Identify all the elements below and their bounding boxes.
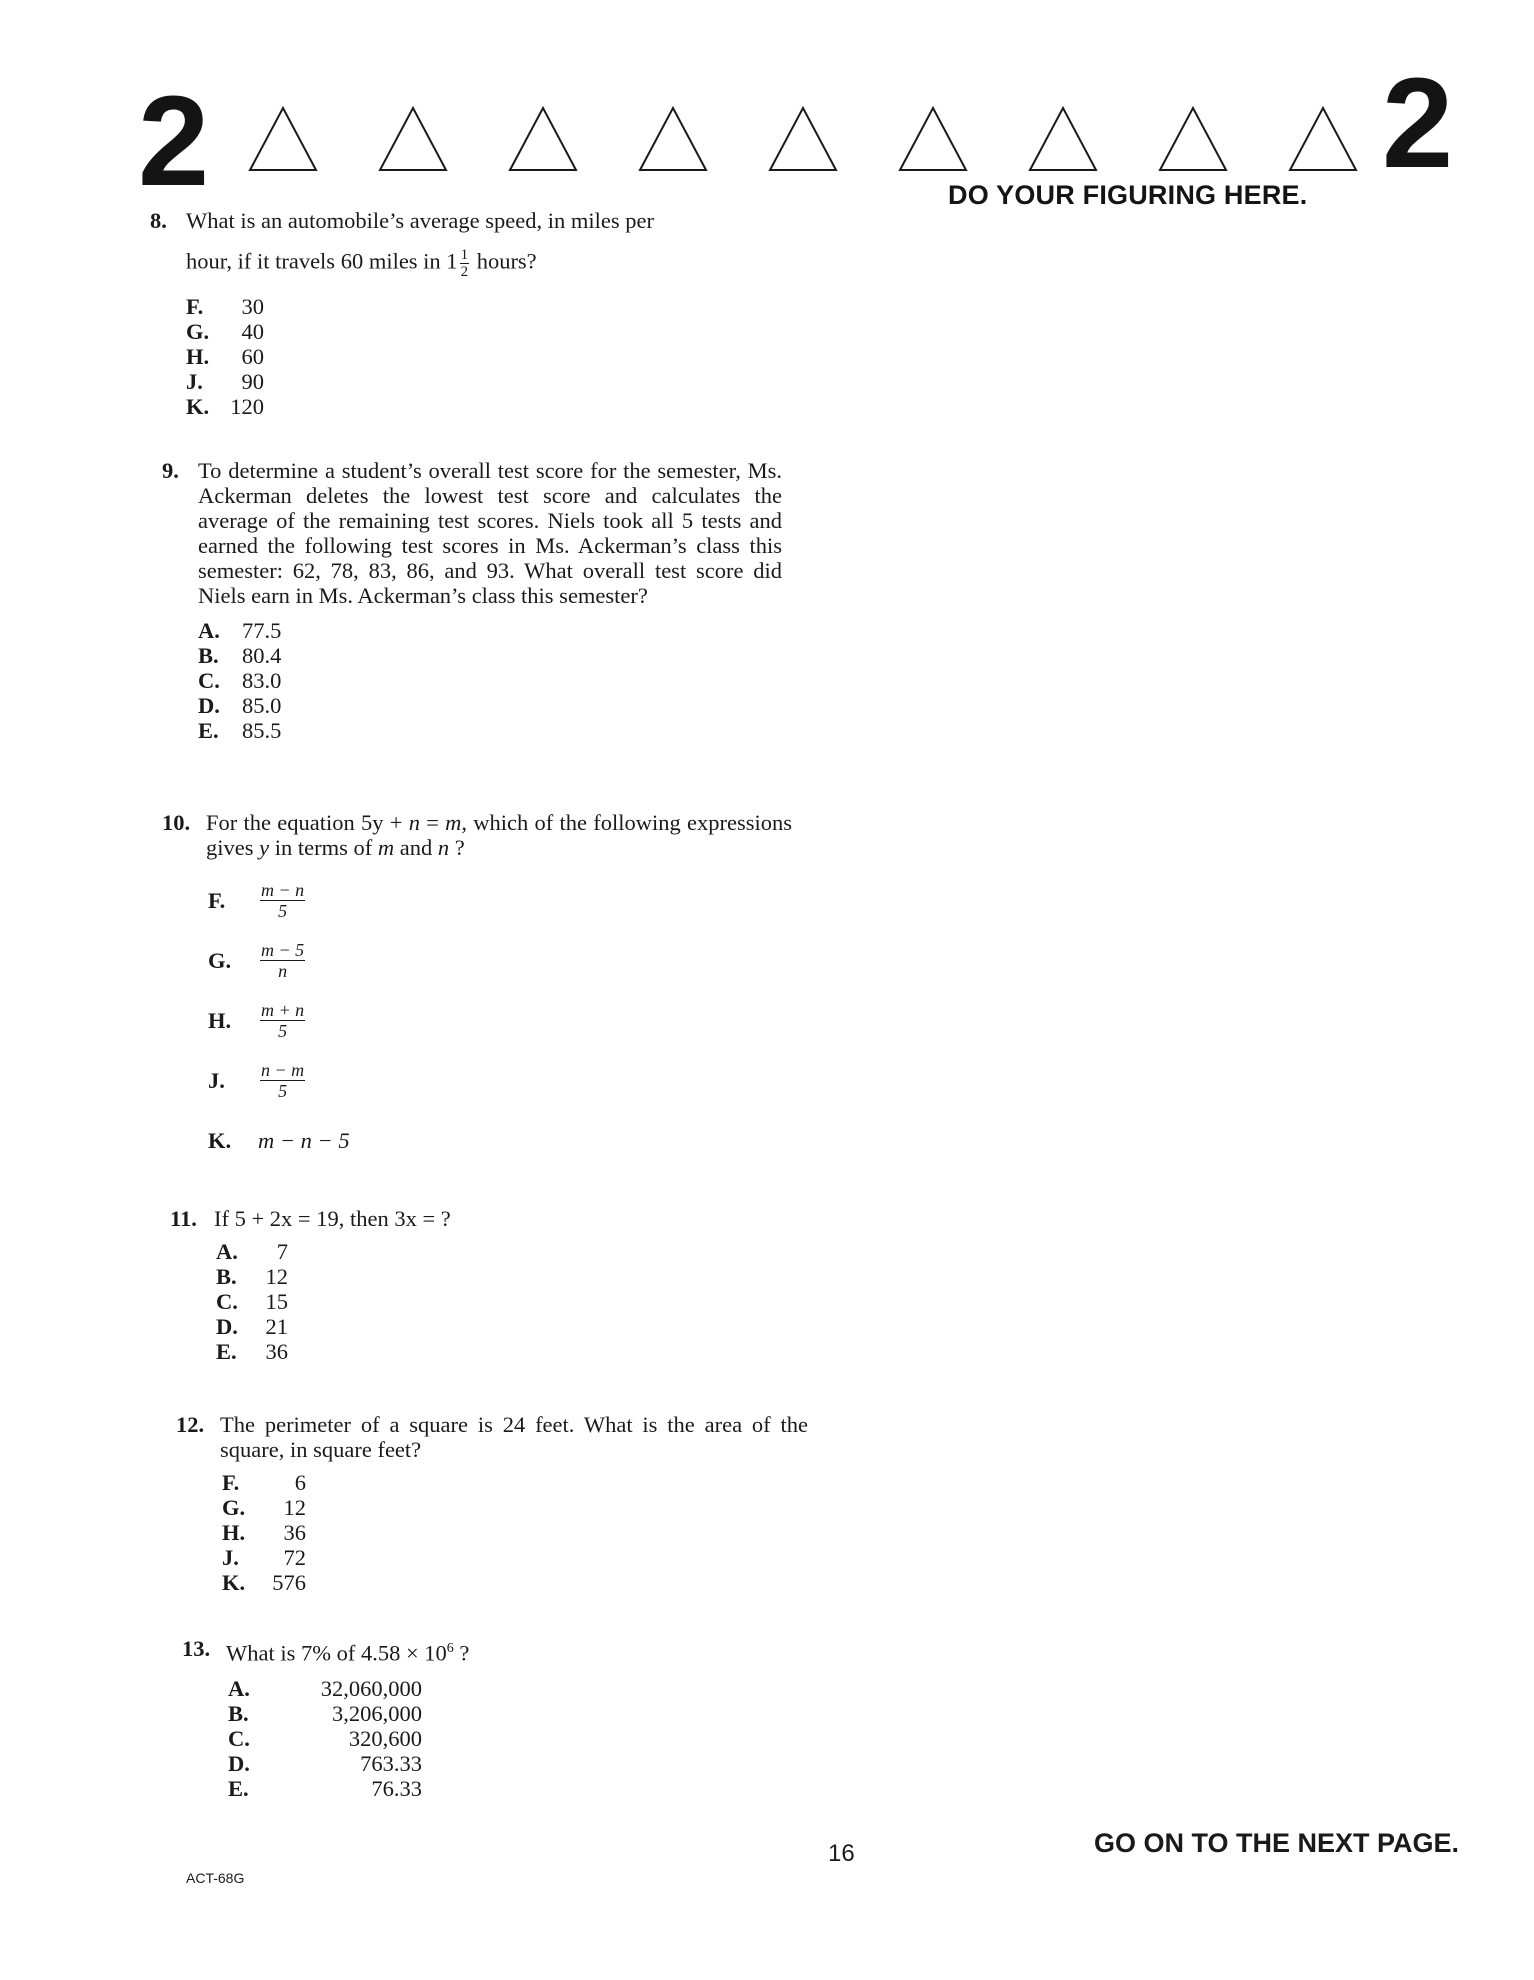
choice-value: 80.4 <box>242 643 282 668</box>
section-number-left: 2 <box>138 70 210 213</box>
answer-choice <box>216 1239 790 1264</box>
answer-choice <box>228 1676 802 1701</box>
choice-letter: B. <box>198 643 219 668</box>
choice-value: 6 <box>294 1470 306 1495</box>
answer-choice <box>198 693 782 718</box>
question-text: For the equation 5y + n = m, which of the following expressions gives y in terms of m and n ? <box>206 810 792 860</box>
triangle-icon <box>250 108 316 170</box>
question-text: The perimeter of a square is 24 feet. What is the area of the square, in square feet? <box>220 1412 808 1462</box>
question-number: 9. <box>162 458 179 483</box>
answer-choice <box>208 1050 792 1110</box>
choice-letter: B. <box>228 1700 249 1726</box>
choice-fraction: $\frac{n - m}{5}$ <box>261 1059 305 1101</box>
answer-choices <box>150 294 778 419</box>
question-text: What is 7% of $4.58 \times 10^6$ ? <box>226 1640 470 1666</box>
triangle-icon <box>1030 108 1096 170</box>
choice-letter: F. <box>186 294 204 319</box>
choice-value: 12 <box>283 1495 306 1520</box>
figuring-label: DO YOUR FIGURING HERE. <box>948 180 1308 210</box>
answer-choice <box>216 1264 790 1289</box>
choice-value: 763.33 <box>360 1750 422 1776</box>
choice-letter: C. <box>216 1289 238 1314</box>
answer-choice <box>222 1470 808 1495</box>
triangle-icon <box>770 108 836 170</box>
choice-letter: A. <box>228 1675 250 1701</box>
choice-letter: F. <box>208 887 226 913</box>
form-code: ACT-68G <box>186 1870 245 1886</box>
answer-choice <box>222 1495 808 1520</box>
choice-value: 320,600 <box>348 1725 422 1751</box>
answer-choice <box>186 369 778 394</box>
choice-letter: E. <box>228 1775 249 1801</box>
question-text: To determine a student’s overall test score for the semester, Ms. Ackerman deletes the lowest test score and calculates the average of the remaining test scores. Niels took all 5 tests and earned the following test scores in Ms. Ackerman’s class this semester: 62, 78, 83, 86, and 93. What overall test score did Niels earn in Ms. Ackerman’s class this semester? <box>198 458 782 608</box>
answer-choice <box>198 718 782 743</box>
question-text: What is an automobile’s average speed, in miles per hour, if it travels 60 miles in 1 $\frac{1}{2}$ hours? <box>186 208 654 280</box>
choice-letter: J. <box>186 369 203 394</box>
answer-choice <box>186 294 778 319</box>
answer-choices <box>170 1239 790 1364</box>
choice-letter: C. <box>198 668 220 693</box>
choice-value: 77.5 <box>242 618 282 643</box>
next-page-instruction: GO ON TO THE NEXT PAGE. <box>1094 1828 1460 1858</box>
question-11 <box>170 1206 790 1364</box>
choice-letter: F. <box>222 1470 240 1495</box>
choice-letter: E. <box>198 718 219 743</box>
question-13 <box>182 1636 802 1801</box>
choice-value: 30 <box>241 294 264 319</box>
answer-choice <box>208 990 792 1050</box>
triangle-icon <box>380 108 446 170</box>
choice-value: 32,060,000 <box>320 1675 422 1701</box>
choice-letter: A. <box>216 1239 238 1264</box>
choice-letter: H. <box>222 1520 246 1545</box>
answer-choice <box>228 1701 802 1726</box>
choice-fraction: $\frac{m - n}{5}$ <box>261 879 305 921</box>
question-number: 8. <box>150 208 167 233</box>
choice-letter: G. <box>186 319 210 344</box>
choice-fraction: $\frac{m - 5}{n}$ <box>261 939 305 981</box>
triangle-icon-row <box>246 104 1374 174</box>
answer-choice <box>186 344 778 369</box>
choice-letter: C. <box>228 1725 250 1751</box>
choice-letter: J. <box>208 1067 225 1093</box>
choice-letter: B. <box>216 1264 237 1289</box>
page-number: 16 <box>828 1840 855 1867</box>
choice-value: 90 <box>241 369 264 394</box>
answer-choice <box>222 1520 808 1545</box>
choice-value: 15 <box>265 1289 288 1314</box>
answer-choices <box>182 1676 802 1801</box>
question-12 <box>176 1412 808 1595</box>
choice-letter: J. <box>222 1545 239 1570</box>
choice-value: 40 <box>241 319 264 344</box>
choice-value: 12 <box>265 1264 288 1289</box>
choice-value: 120 <box>230 394 264 419</box>
choice-letter: K. <box>186 394 210 419</box>
question-number: 11. <box>170 1206 197 1231</box>
choice-value: 85.0 <box>242 693 282 718</box>
answer-choice <box>198 643 782 668</box>
triangle-icon <box>900 108 966 170</box>
answer-choice <box>186 319 778 344</box>
choice-letter: E. <box>216 1339 237 1364</box>
choice-letter: K. <box>208 1127 232 1153</box>
choice-value: m − n − 5 <box>258 1127 350 1153</box>
question-number: 10. <box>162 810 191 835</box>
answer-choice <box>208 870 792 930</box>
answer-choice <box>186 394 778 419</box>
choice-value: 72 <box>283 1545 306 1570</box>
answer-choice <box>228 1776 802 1801</box>
answer-choice <box>228 1726 802 1751</box>
question-text: If 5 + 2x = 19, then 3x = ? <box>214 1206 451 1231</box>
question-number: 12. <box>176 1412 205 1437</box>
fraction: $\frac{1}{2}$ <box>460 247 469 280</box>
choice-letter: K. <box>222 1570 246 1595</box>
answer-choice <box>208 1110 792 1170</box>
choice-value: 7 <box>276 1239 288 1264</box>
choice-value: 83.0 <box>242 668 282 693</box>
answer-choices <box>176 1470 808 1595</box>
answer-choice <box>208 930 792 990</box>
choice-letter: D. <box>198 693 220 718</box>
choice-value: 85.5 <box>242 718 282 743</box>
choice-value: 3,206,000 <box>332 1700 422 1726</box>
question-10 <box>162 810 792 1170</box>
choice-value: 36 <box>265 1339 288 1364</box>
triangle-icon <box>1290 108 1356 170</box>
triangle-icon <box>1160 108 1226 170</box>
answer-choice <box>198 668 782 693</box>
choice-letter: H. <box>208 1007 232 1033</box>
answer-choice <box>216 1339 790 1364</box>
answer-choice <box>222 1570 808 1595</box>
section-number-right: 2 <box>1382 52 1454 195</box>
triangle-icon <box>640 108 706 170</box>
answer-choices <box>162 618 782 743</box>
answer-choice <box>228 1751 802 1776</box>
answer-choice <box>216 1289 790 1314</box>
question-8 <box>150 208 778 419</box>
choice-letter: H. <box>186 344 210 369</box>
answer-choice <box>222 1545 808 1570</box>
choice-value: 60 <box>241 344 264 369</box>
question-number: 13. <box>182 1636 211 1661</box>
choice-value: 76.33 <box>371 1775 422 1801</box>
triangle-icon <box>510 108 576 170</box>
choice-letter: G. <box>208 947 232 973</box>
choice-fraction: $\frac{m + n}{5}$ <box>261 999 305 1041</box>
question-9 <box>162 458 782 743</box>
answer-choice <box>216 1314 790 1339</box>
choice-letter: D. <box>228 1750 250 1776</box>
answer-choice <box>198 618 782 643</box>
choice-letter: A. <box>198 618 220 643</box>
choice-letter: G. <box>222 1495 246 1520</box>
answer-choices <box>162 870 792 1170</box>
choice-value: 576 <box>272 1570 306 1595</box>
choice-value: 21 <box>265 1314 288 1339</box>
choice-letter: D. <box>216 1314 238 1339</box>
choice-value: 36 <box>283 1520 306 1545</box>
